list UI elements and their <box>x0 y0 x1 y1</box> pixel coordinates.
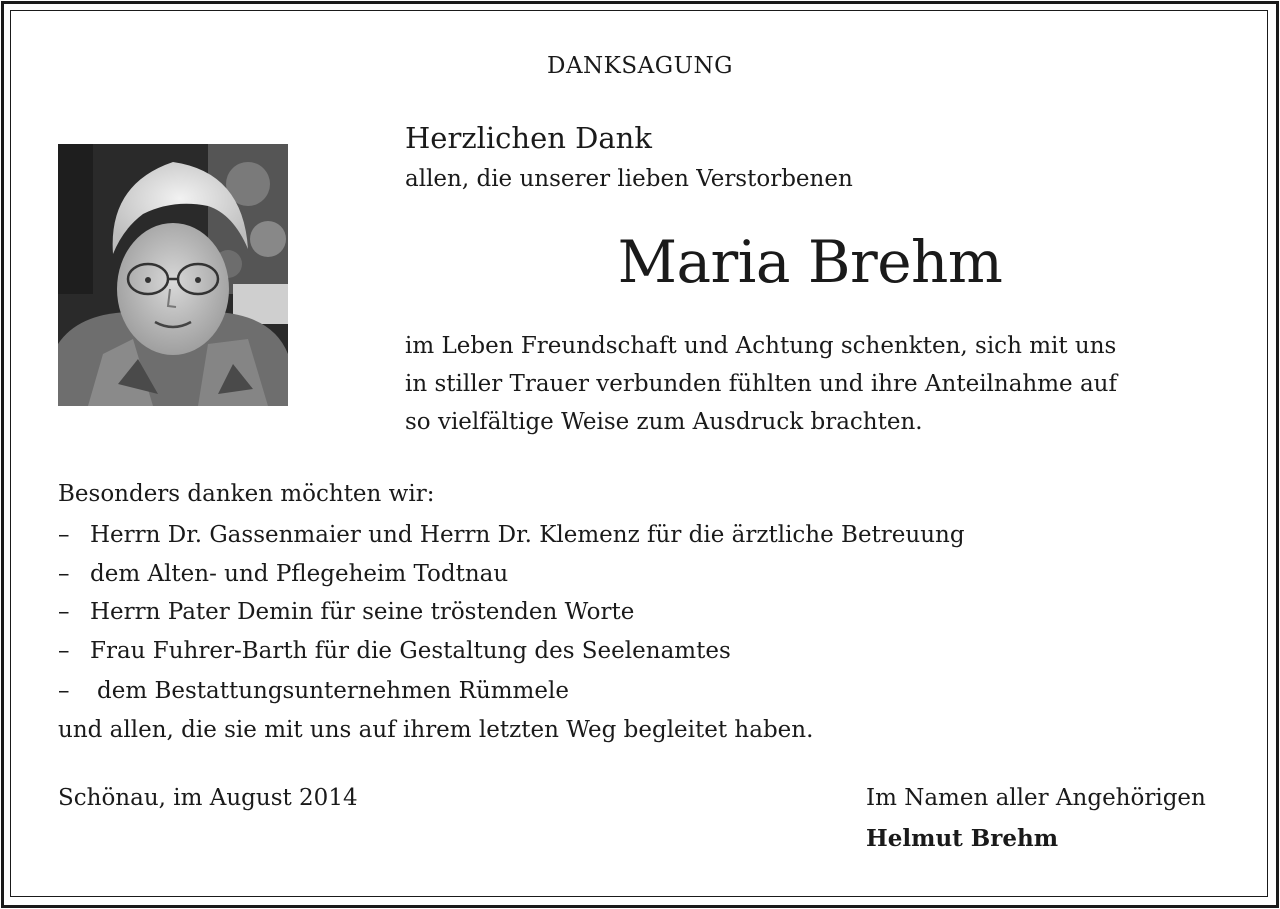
list-item-text: Herrn Dr. Gassenmaier und Herrn Dr. Klemenz für die ärztliche Betreuung <box>90 522 965 548</box>
list-item-text: Frau Fuhrer-Barth für die Gestaltung des Seelenamtes <box>90 638 731 664</box>
dash-bullet: – <box>58 678 70 704</box>
list-item <box>58 638 731 664</box>
dash-bullet: – <box>58 638 70 664</box>
list-item <box>58 678 569 704</box>
list-item-text: Herrn Pater Demin für seine tröstenden Worte <box>90 599 635 625</box>
paragraph-line: so vielfältige Weise zum Ausdruck brachten. <box>405 409 923 435</box>
list-item <box>58 561 508 587</box>
paragraph-line: in stiller Trauer verbunden fühlten und ihre Anteilnahme auf <box>405 371 1118 397</box>
portrait-photo <box>58 144 288 406</box>
special-thanks-intro: Besonders danken möchten wir: <box>58 481 435 507</box>
list-item <box>58 522 965 548</box>
dash-bullet: – <box>58 561 70 587</box>
list-item-text: dem Alten- und Pflegeheim Todtnau <box>90 561 509 587</box>
notice-heading: DANKSAGUNG <box>547 53 733 79</box>
closing-line: und allen, die sie mit uns auf ihrem letzten Weg begleitet haben. <box>58 717 814 743</box>
on-behalf-line: Im Namen aller Angehörigen <box>866 785 1206 811</box>
paragraph-line: im Leben Freundschaft und Achtung schenkten, sich mit uns <box>405 333 1117 359</box>
list-item-text: dem Bestattungsunternehmen Rümmele <box>97 678 569 704</box>
dash-bullet: – <box>58 599 70 625</box>
intro-line: allen, die unserer lieben Verstorbenen <box>405 166 853 192</box>
signer-name: Helmut Brehm <box>866 825 1059 852</box>
deceased-name: Maria Brehm <box>617 228 1003 296</box>
thanks-title: Herzlichen Dank <box>405 121 652 155</box>
dash-bullet: – <box>58 522 70 548</box>
list-item <box>58 599 634 625</box>
place-date: Schönau, im August 2014 <box>58 785 358 811</box>
